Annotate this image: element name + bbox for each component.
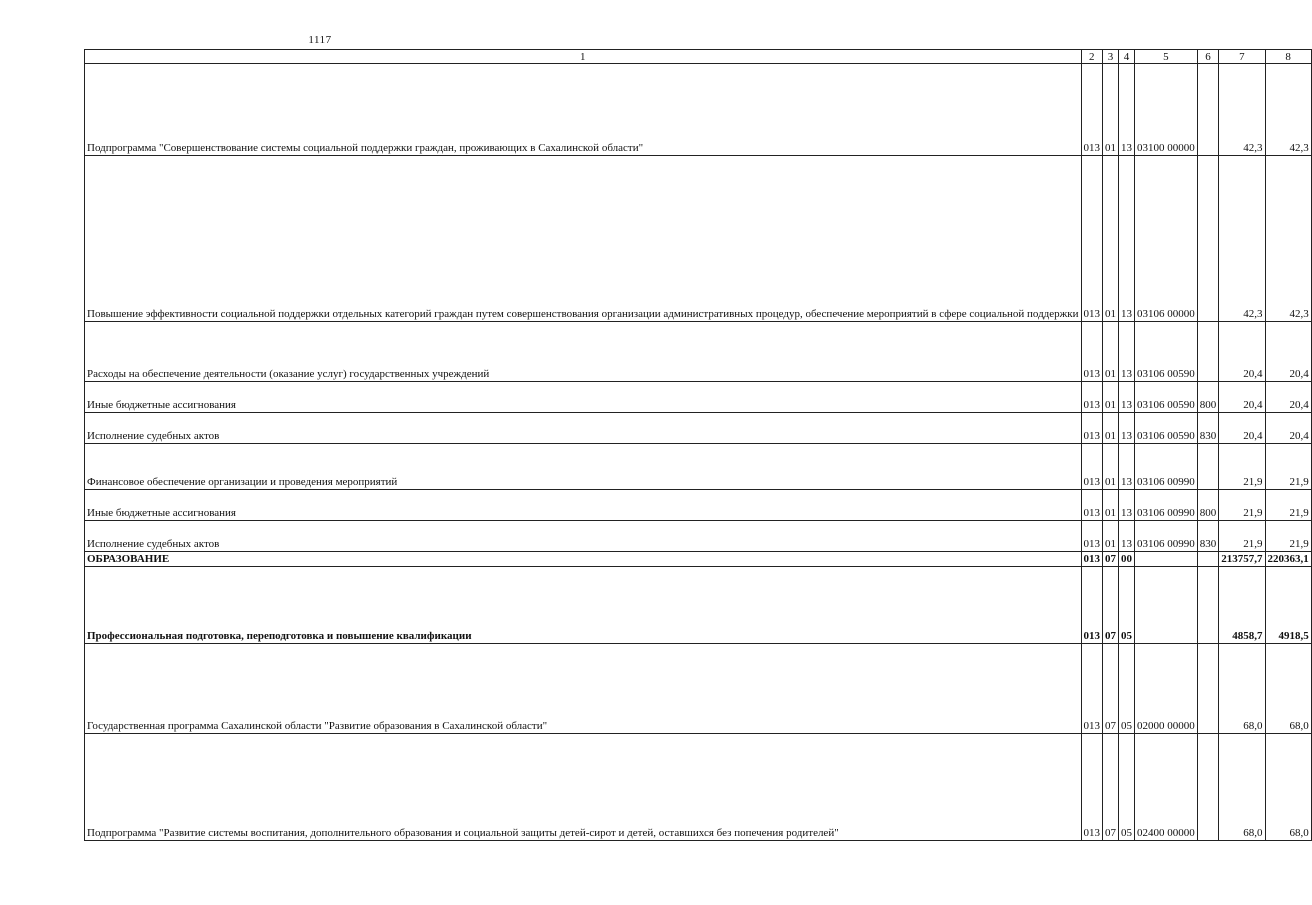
column-header: 8 — [1265, 50, 1311, 64]
cell-expense-type — [1197, 156, 1219, 322]
cell-subsection-code: 05 — [1119, 567, 1135, 644]
cell-subsection-code: 13 — [1119, 322, 1135, 382]
cell-expense-type — [1197, 734, 1219, 841]
cell-amount-year2: 21,9 — [1265, 490, 1311, 521]
cell-ministry-code: 013 — [1081, 734, 1103, 841]
cell-subsection-code: 05 — [1119, 734, 1135, 841]
cell-section-code: 07 — [1103, 644, 1119, 734]
cell-ministry-code: 013 — [1081, 567, 1103, 644]
row-name: Подпрограмма "Развитие системы воспитания, дополнительного образования и социальной защиты детей-сирот и детей, оставшихся без попечения родителей" — [85, 734, 1082, 841]
cell-subsection-code: 13 — [1119, 382, 1135, 413]
cell-target-article: 03106 00590 — [1135, 413, 1198, 444]
column-header: 2 — [1081, 50, 1103, 64]
cell-expense-type — [1197, 64, 1219, 156]
cell-subsection-code: 05 — [1119, 644, 1135, 734]
cell-section-code: 01 — [1103, 64, 1119, 156]
cell-amount-year1: 20,4 — [1219, 413, 1265, 444]
page-number: 1117 — [308, 34, 332, 46]
cell-target-article — [1135, 552, 1198, 567]
cell-target-article: 03106 00590 — [1135, 382, 1198, 413]
cell-section-code: 01 — [1103, 156, 1119, 322]
cell-amount-year1: 68,0 — [1219, 644, 1265, 734]
cell-target-article: 02400 00000 — [1135, 734, 1198, 841]
cell-amount-year1: 21,9 — [1219, 444, 1265, 490]
cell-subsection-code: 13 — [1119, 156, 1135, 322]
row-name: Иные бюджетные ассигнования — [85, 382, 1082, 413]
cell-ministry-code: 013 — [1081, 156, 1103, 322]
cell-amount-year1: 42,3 — [1219, 156, 1265, 322]
row-name: Иные бюджетные ассигнования — [85, 490, 1082, 521]
row-name: ОБРАЗОВАНИЕ — [85, 552, 1082, 567]
cell-target-article: 03106 00590 — [1135, 322, 1198, 382]
cell-section-code: 01 — [1103, 382, 1119, 413]
cell-amount-year1: 213757,7 — [1219, 552, 1265, 567]
row-name: Расходы на обеспечение деятельности (оказание услуг) государственных учреждений — [85, 322, 1082, 382]
cell-subsection-code: 00 — [1119, 552, 1135, 567]
cell-ministry-code: 013 — [1081, 644, 1103, 734]
table-row — [85, 552, 1312, 567]
cell-amount-year1: 20,4 — [1219, 322, 1265, 382]
cell-section-code: 01 — [1103, 490, 1119, 521]
cell-amount-year2: 20,4 — [1265, 382, 1311, 413]
column-header: 4 — [1119, 50, 1135, 64]
cell-target-article: 03100 00000 — [1135, 64, 1198, 156]
cell-target-article — [1135, 567, 1198, 644]
row-name: Исполнение судебных актов — [85, 521, 1082, 552]
table-row — [85, 444, 1312, 490]
table-row — [85, 382, 1312, 413]
cell-ministry-code: 013 — [1081, 552, 1103, 567]
cell-expense-type: 800 — [1197, 490, 1219, 521]
cell-ministry-code: 013 — [1081, 382, 1103, 413]
table-body — [85, 64, 1312, 841]
cell-amount-year2: 4918,5 — [1265, 567, 1311, 644]
cell-section-code: 07 — [1103, 734, 1119, 841]
cell-subsection-code: 13 — [1119, 444, 1135, 490]
cell-section-code: 01 — [1103, 444, 1119, 490]
cell-amount-year1: 20,4 — [1219, 382, 1265, 413]
cell-subsection-code: 13 — [1119, 521, 1135, 552]
cell-target-article: 03106 00000 — [1135, 156, 1198, 322]
cell-section-code: 01 — [1103, 322, 1119, 382]
cell-subsection-code: 13 — [1119, 413, 1135, 444]
cell-target-article: 02000 00000 — [1135, 644, 1198, 734]
row-name: Подпрограмма "Совершенствование системы социальной поддержки граждан, проживающих в Сахалинской области" — [85, 64, 1082, 156]
column-header: 3 — [1103, 50, 1119, 64]
cell-target-article: 03106 00990 — [1135, 490, 1198, 521]
cell-ministry-code: 013 — [1081, 490, 1103, 521]
table-row — [85, 64, 1312, 156]
cell-ministry-code: 013 — [1081, 413, 1103, 444]
cell-expense-type: 800 — [1197, 382, 1219, 413]
cell-amount-year1: 21,9 — [1219, 521, 1265, 552]
column-header: 1 — [85, 50, 1082, 64]
table-row — [85, 644, 1312, 734]
cell-amount-year2: 21,9 — [1265, 521, 1311, 552]
table-row — [85, 322, 1312, 382]
column-header: 7 — [1219, 50, 1265, 64]
cell-amount-year2: 20,4 — [1265, 322, 1311, 382]
cell-amount-year2: 68,0 — [1265, 734, 1311, 841]
cell-amount-year1: 42,3 — [1219, 64, 1265, 156]
row-name: Финансовое обеспечение организации и проведения мероприятий — [85, 444, 1082, 490]
cell-expense-type: 830 — [1197, 413, 1219, 444]
cell-amount-year2: 21,9 — [1265, 444, 1311, 490]
cell-section-code: 07 — [1103, 567, 1119, 644]
table-row — [85, 413, 1312, 444]
cell-amount-year2: 42,3 — [1265, 64, 1311, 156]
cell-ministry-code: 013 — [1081, 322, 1103, 382]
cell-subsection-code: 13 — [1119, 490, 1135, 521]
cell-section-code: 07 — [1103, 552, 1119, 567]
column-header: 6 — [1197, 50, 1219, 64]
row-name: Государственная программа Сахалинской области "Развитие образования в Сахалинской области" — [85, 644, 1082, 734]
row-name: Повышение эффективности социальной поддержки отдельных категорий граждан путем совершенствования организации административных процедур, обеспечение мероприятий в сфере социальной поддержки — [85, 156, 1082, 322]
cell-ministry-code: 013 — [1081, 444, 1103, 490]
row-name: Исполнение судебных актов — [85, 413, 1082, 444]
budget-table — [84, 49, 1312, 841]
cell-amount-year2: 68,0 — [1265, 644, 1311, 734]
cell-expense-type — [1197, 322, 1219, 382]
table-row — [85, 490, 1312, 521]
table-row — [85, 567, 1312, 644]
table-row — [85, 734, 1312, 841]
cell-section-code: 01 — [1103, 413, 1119, 444]
cell-ministry-code: 013 — [1081, 64, 1103, 156]
header-row — [85, 50, 1312, 64]
cell-expense-type — [1197, 552, 1219, 567]
column-header: 5 — [1135, 50, 1198, 64]
cell-expense-type — [1197, 567, 1219, 644]
cell-expense-type: 830 — [1197, 521, 1219, 552]
cell-expense-type — [1197, 444, 1219, 490]
cell-subsection-code: 13 — [1119, 64, 1135, 156]
cell-target-article: 03106 00990 — [1135, 444, 1198, 490]
cell-amount-year1: 4858,7 — [1219, 567, 1265, 644]
row-name: Профессиональная подготовка, переподготовка и повышение квалификации — [85, 567, 1082, 644]
cell-amount-year1: 21,9 — [1219, 490, 1265, 521]
cell-expense-type — [1197, 644, 1219, 734]
cell-target-article: 03106 00990 — [1135, 521, 1198, 552]
cell-ministry-code: 013 — [1081, 521, 1103, 552]
cell-amount-year1: 68,0 — [1219, 734, 1265, 841]
cell-section-code: 01 — [1103, 521, 1119, 552]
table-row — [85, 521, 1312, 552]
cell-amount-year2: 42,3 — [1265, 156, 1311, 322]
cell-amount-year2: 20,4 — [1265, 413, 1311, 444]
table-row — [85, 156, 1312, 322]
cell-amount-year2: 220363,1 — [1265, 552, 1311, 567]
